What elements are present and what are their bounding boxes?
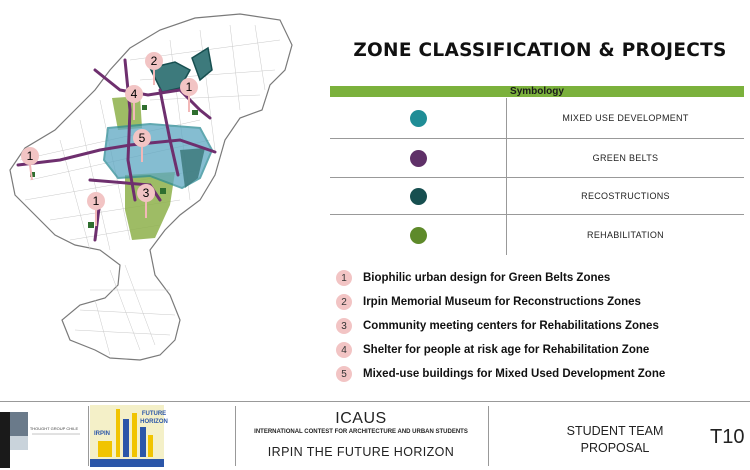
svg-text:1: 1 bbox=[92, 194, 100, 208]
svg-text:3: 3 bbox=[142, 186, 150, 200]
thought-group-logo bbox=[0, 404, 86, 468]
legend-label: MIXED USE DEVELOPMENT bbox=[562, 113, 689, 123]
project-number-badge: 2 bbox=[336, 294, 352, 310]
project-number-badge: 1 bbox=[336, 270, 352, 286]
legend-row-mixed-use bbox=[330, 98, 744, 138]
legend-label: REHABILITATION bbox=[587, 230, 664, 240]
svg-text:HORIZON: HORIZON bbox=[140, 419, 168, 425]
contest-full-name: INTERNATIONAL CONTEST FOR ARCHITECTURE AND URBAN STUDENTS bbox=[254, 429, 468, 435]
team-line-2: PROPOSAL bbox=[580, 441, 650, 455]
legend-row-rehabilitation bbox=[330, 215, 744, 255]
rehabilitation-dot bbox=[410, 227, 427, 244]
legend-row-reconstructions bbox=[330, 178, 744, 214]
legend-label: GREEN BELTS bbox=[592, 153, 659, 163]
svg-text:1: 1 bbox=[185, 80, 193, 94]
project-item bbox=[336, 338, 746, 362]
legend-label: RECOSTRUCTIONS bbox=[581, 191, 670, 201]
svg-text:5: 5 bbox=[138, 131, 146, 145]
project-number-badge: 4 bbox=[336, 342, 352, 358]
project-text: Community meeting centers for Rehabilitations Zones bbox=[363, 320, 659, 332]
team-label bbox=[560, 423, 670, 457]
legend-header: Symbology bbox=[330, 86, 744, 97]
project-item bbox=[336, 362, 746, 386]
team-code: T10 bbox=[710, 426, 745, 448]
reconstructions-dot bbox=[410, 188, 427, 205]
page-title: ZONE CLASSIFICATION & PROJECTS bbox=[353, 40, 727, 61]
green-belts-dot bbox=[410, 150, 427, 167]
zone-map bbox=[0, 0, 322, 400]
svg-text:4: 4 bbox=[130, 87, 138, 101]
project-list bbox=[336, 266, 746, 386]
svg-text:2: 2 bbox=[150, 54, 158, 68]
project-text: Irpin Memorial Museum for Reconstructions Zones bbox=[363, 296, 641, 308]
svg-text:THOUGHT GROUP CHILE: THOUGHT GROUP CHILE bbox=[29, 426, 79, 431]
project-text: Mixed-use buildings for Mixed Used Development Zone bbox=[363, 368, 666, 380]
project-item bbox=[336, 314, 746, 338]
irpin-future-horizon-logo bbox=[90, 405, 168, 467]
svg-text:FUTURE: FUTURE bbox=[141, 411, 167, 417]
symbology-legend bbox=[330, 86, 744, 256]
contest-name: ICAUS bbox=[335, 410, 387, 427]
project-text: Shelter for people at risk age for Rehabilitation Zone bbox=[363, 344, 650, 356]
svg-text:1: 1 bbox=[26, 149, 34, 163]
project-number-badge: 3 bbox=[336, 318, 352, 334]
svg-text:IRPIN: IRPIN bbox=[94, 431, 111, 437]
mixed-use-dot bbox=[410, 110, 427, 127]
project-number-badge: 5 bbox=[336, 366, 352, 382]
legend-row-green-belts bbox=[330, 139, 744, 177]
contest-info bbox=[236, 410, 486, 459]
project-text: Biophilic urban design for Green Belts Zones bbox=[363, 272, 611, 284]
contest-theme: IRPIN THE FUTURE HORIZON bbox=[267, 445, 455, 459]
team-line-1: STUDENT TEAM bbox=[566, 424, 664, 438]
project-item bbox=[336, 290, 746, 314]
project-item bbox=[336, 266, 746, 290]
